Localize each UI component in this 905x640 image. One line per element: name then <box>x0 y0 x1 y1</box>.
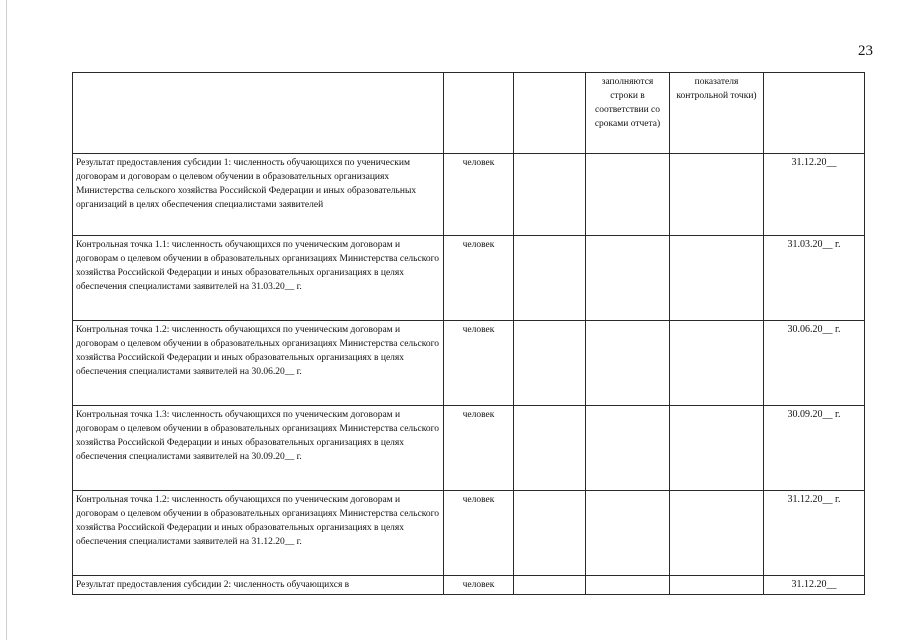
row-empty-cell <box>670 406 764 491</box>
page-left-edge <box>6 0 7 640</box>
row-empty-cell <box>670 236 764 321</box>
header-cell-4: заполняются строки в соответствии со сроками отчета) <box>586 73 670 154</box>
table-row <box>73 236 865 321</box>
row-date: 30.06.20__ г. <box>764 321 865 406</box>
row-name: Контрольная точка 1.3: численность обучающихся по ученическим договорам и договорам о целевом обучении в образовательных организациях Министерства сельского хозяйства Российской Федерации и иных образовательных организациях в целях обеспечения специалистами заявителей на 30.09.20__ г. <box>73 406 444 491</box>
row-name: Результат предоставления субсидии 1: численность обучающихся по ученическим договорам и договорам о целевом обучении в образовательных организациях Министерства сельского хозяйства Российской Федерации и иных образовательных организаций в целях обеспечения специалистами заявителей <box>73 154 444 236</box>
header-cell-3 <box>514 73 586 154</box>
row-date: 31.03.20__ г. <box>764 236 865 321</box>
row-empty-cell <box>514 491 586 576</box>
row-empty-cell <box>514 321 586 406</box>
row-date: 31.12.20__ г. <box>764 491 865 576</box>
header-cell-5: показателя контрольной точки) <box>670 73 764 154</box>
row-empty-cell <box>670 154 764 236</box>
row-name: Контрольная точка 1.2: численность обучающихся по ученическим договорам и договорам о целевом обучении в образовательных организациях Министерства сельского хозяйства Российской Федерации и иных образовательных организациях в целях обеспечения специалистами заявителей на 31.12.20__ г. <box>73 491 444 576</box>
row-empty-cell <box>586 491 670 576</box>
row-date: 30.09.20__ г. <box>764 406 865 491</box>
table-header-row <box>73 73 865 154</box>
row-name: Контрольная точка 1.2: численность обучающихся по ученическим договорам и договорам о целевом обучении в образовательных организациях Министерства сельского хозяйства Российской Федерации и иных образовательных организациях в целях обеспечения специалистами заявителей на 30.06.20__ г. <box>73 321 444 406</box>
row-empty-cell <box>514 576 586 595</box>
row-name: Контрольная точка 1.1: численность обучающихся по ученическим договорам и договорам о целевом обучении в образовательных организациях Министерства сельского хозяйства Российской Федерации и иных образовательных организациях в целях обеспечения специалистами заявителей на 31.03.20__ г. <box>73 236 444 321</box>
row-empty-cell <box>670 491 764 576</box>
row-empty-cell <box>514 154 586 236</box>
row-unit: человек <box>444 406 514 491</box>
header-cell-name <box>73 73 444 154</box>
header-cell-date <box>764 73 865 154</box>
row-name: Результат предоставления субсидии 2: численность обучающихся в <box>73 576 444 595</box>
table-row <box>73 491 865 576</box>
row-date: 31.12.20__ <box>764 576 865 595</box>
row-empty-cell <box>586 236 670 321</box>
table-row <box>73 321 865 406</box>
row-empty-cell <box>586 154 670 236</box>
row-unit: человек <box>444 576 514 595</box>
row-empty-cell <box>586 406 670 491</box>
row-date: 31.12.20__ <box>764 154 865 236</box>
row-empty-cell <box>670 576 764 595</box>
row-empty-cell <box>586 321 670 406</box>
table-row <box>73 406 865 491</box>
table-row <box>73 576 865 595</box>
row-unit: человек <box>444 491 514 576</box>
row-empty-cell <box>586 576 670 595</box>
row-unit: человек <box>444 236 514 321</box>
header-cell-unit <box>444 73 514 154</box>
row-unit: человек <box>444 154 514 236</box>
row-unit: человек <box>444 321 514 406</box>
row-empty-cell <box>670 321 764 406</box>
row-empty-cell <box>514 406 586 491</box>
report-table <box>72 72 865 595</box>
page-number: 23 <box>858 43 873 59</box>
row-empty-cell <box>514 236 586 321</box>
table-row <box>73 154 865 236</box>
